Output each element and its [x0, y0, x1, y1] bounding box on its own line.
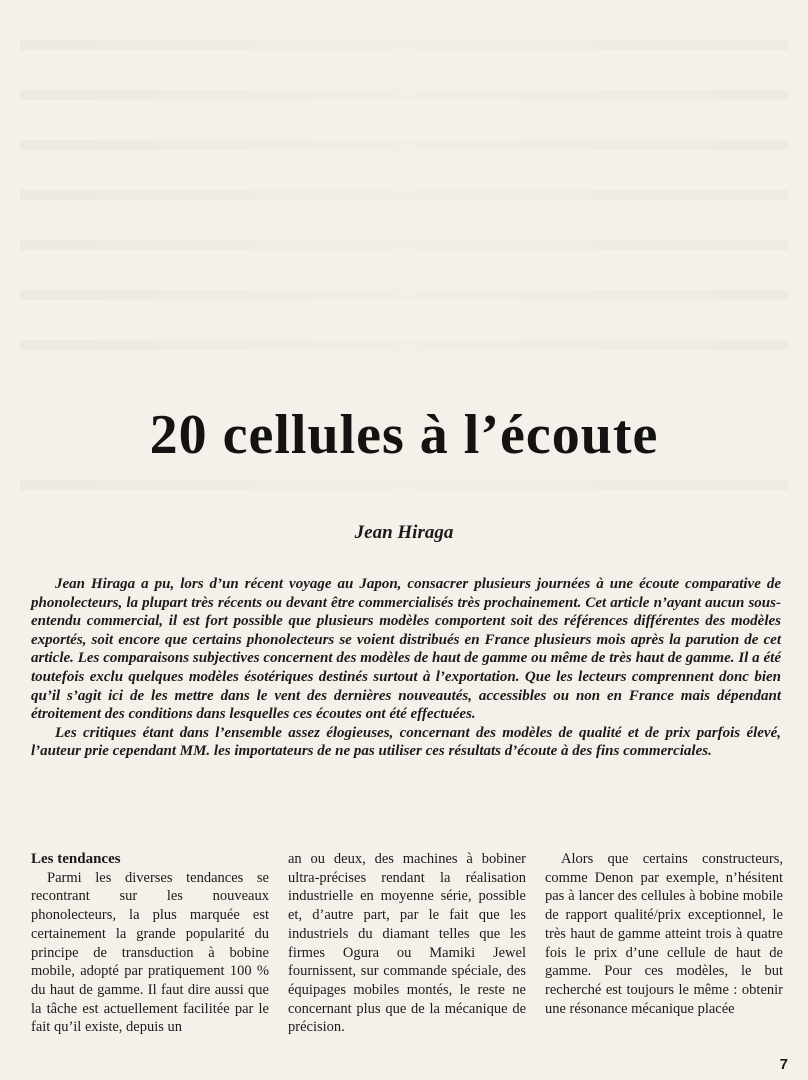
show-through-texture: [20, 340, 788, 350]
body-paragraph: Alors que certains constructeurs, comme Denon par exemple, n’hésitent pas à lancer des cellules à bobine mobile de rapport qualité/prix exceptionnel, le très haut de gamme atteint trois à quatre fois le prix d’une cellule de haut de gamme. Pour ces modèles, le but recherché est toujours le même : obtenir une résonance mécanique placée: [545, 851, 783, 1017]
body-columns: [31, 850, 781, 1050]
body-column-3: [545, 850, 783, 1018]
body-column-2: [288, 850, 526, 1037]
show-through-texture: [20, 190, 788, 200]
show-through-texture: [20, 290, 788, 300]
section-heading: Les tendances: [31, 851, 121, 867]
body-column-1: [31, 850, 269, 1037]
article-intro: [31, 575, 781, 761]
show-through-texture: [20, 90, 788, 100]
page-number: 7: [779, 1056, 788, 1073]
show-through-texture: [20, 140, 788, 150]
show-through-texture: [20, 240, 788, 250]
article-title: 20 cellules à l’écoute: [149, 404, 659, 466]
intro-paragraph: Les critiques étant dans l’ensemble assez élogieuses, concernant des modèles de qualité et de prix parfois élevé, l’auteur prie cependant MM. les importateurs de ne pas utiliser ces résultats d’écoute à des fins commerciales.: [31, 724, 781, 760]
show-through-texture: [20, 480, 788, 490]
body-paragraph: an ou deux, des machines à bobiner ultra-précises rendant la réalisation industrielle en moyenne série, possible et, d’autre part, par le fait que les industriels du diamant telles que les firmes Ogura ou Mamiki Jewel fournissent, sur commande spéciale, des équipages mobiles montés, le reste ne concernant plus que de la mécanique de précision.: [288, 851, 526, 1036]
body-paragraph: Parmi les diverses tendances se recontrant sur les nouveaux phonolecteurs, la plus marquée est certainement la grande popularité du principe de transduction à bobine mobile, adopté par pratiquement 100 % du haut de gamme. Il faut dire aussi que la tâche est actuellement facilitée par le fait qu’il existe, depuis un: [31, 869, 269, 1036]
show-through-texture: [20, 40, 788, 50]
intro-paragraph: Jean Hiraga a pu, lors d’un récent voyage au Japon, consacrer plusieurs journées à une écoute comparative de phonolecteurs, la plupart très récents ou devant être commercialisés très prochainement. Cet article n’ayant aucun sous-entendu commercial, il est fort possible que plusieurs modèles comportent soit des références différentes des modèles exportés, soit encore que certains phonolecteurs se voient distribués en France plusieurs mois après la parution de cet article. Les comparaisons subjectives concernent des modèles de haut de gamme ou même de très haut de gamme. Il a été toutefois exclu quelques modèles ésotériques destinés surtout à l’exportation. Que les lecteurs comprennent donc bien qu’il s’agit ici de les mettre dans le vent des dernières nouveautés, accessibles ou non en France mais dépendant étroitement des conditions dans lesquelles ces écoutes ont été effectuées.: [31, 576, 781, 723]
article-author: Jean Hiraga: [354, 522, 454, 543]
